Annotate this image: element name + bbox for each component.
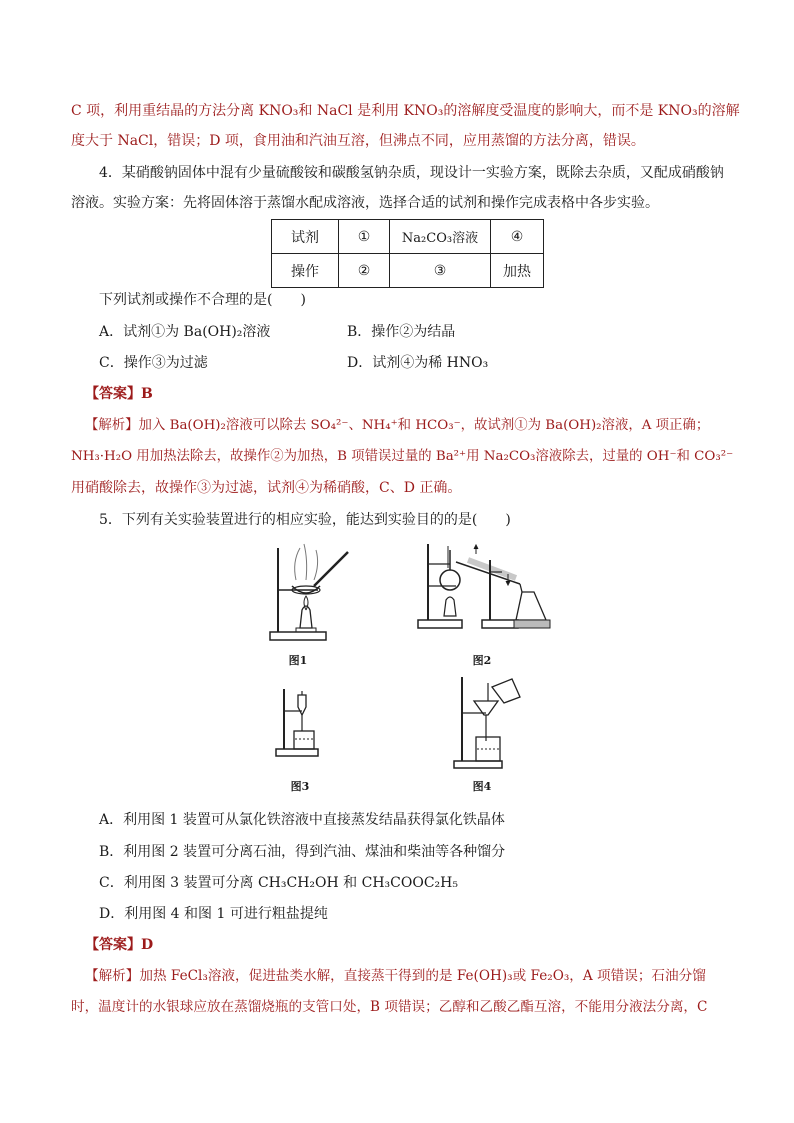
- q4-prompt: 下列试剂或操作不合理的是( ): [99, 292, 306, 308]
- q4-option-c: C．操作③为过滤: [99, 355, 208, 371]
- figure-2-caption: 图2: [472, 654, 492, 667]
- table-cell: ④: [491, 220, 544, 254]
- prev-explanation-line-1: C 项，利用重结晶的方法分离 KNO₃和 NaCl 是利用 KNO₃的溶解度受温度的影响大，而不是 KNO₃的溶解: [71, 103, 740, 119]
- figure-1-evaporation-apparatus: [262, 540, 362, 648]
- q4-stem-line-2: 溶液。实验方案：先将固体溶于蒸馏水配成溶液，选择合适的试剂和操作完成表格中各步实验。: [71, 195, 659, 211]
- q4-scheme-table: [271, 219, 544, 288]
- q5-analysis-line-2: 时，温度计的水银球应放在蒸馏烧瓶的支管口处，B 项错误；乙醇和乙酸乙酯互溶，不能用分液法分离，C: [71, 999, 708, 1015]
- table-cell: 试剂: [272, 220, 339, 254]
- q4-analysis-line-1: 【解析】加入 Ba(OH)₂溶液可以除去 SO₄²⁻、NH₄⁺和 HCO₃⁻，故试剂①为 Ba(OH)₂溶液，A 项正确；: [85, 418, 710, 433]
- figure-4-caption: 图4: [472, 780, 492, 793]
- prev-explanation-line-2: 度大于 NaCl，错误；D 项，食用油和汽油互溶，但沸点不同，应用蒸馏的方法分离，错误。: [71, 133, 645, 149]
- q4-option-b: B．操作②为结晶: [347, 324, 456, 340]
- q4-answer: 【答案】B: [85, 386, 153, 402]
- table-cell: 加热: [491, 254, 544, 288]
- q5-option-c: C．利用图 3 装置可分离 CH₃CH₂OH 和 CH₃COOC₂H₅: [99, 875, 458, 891]
- q4-option-a: A．试剂①为 Ba(OH)₂溶液: [99, 324, 271, 340]
- figure-1-caption: 图1: [288, 654, 308, 667]
- figure-3-caption: 图3: [290, 780, 310, 793]
- figure-3-separatory-funnel: [272, 685, 332, 759]
- figure-4-filtration-apparatus: [452, 675, 528, 771]
- q5-stem: 5．下列有关实验装置进行的相应实验，能达到实验目的的是( ): [99, 512, 511, 528]
- q5-option-a: A．利用图 1 装置可从氯化铁溶液中直接蒸发结晶获得氯化铁晶体: [99, 812, 505, 828]
- table-cell: Na₂CO₃溶液: [390, 220, 491, 254]
- table-cell: 操作: [272, 254, 339, 288]
- q4-option-d: D．试剂④为稀 HNO₃: [347, 355, 489, 371]
- table-cell: ③: [390, 254, 491, 288]
- table-row-reagent: [272, 220, 544, 254]
- table-cell: ①: [339, 220, 390, 254]
- q4-analysis-line-2: NH₃·H₂O 用加热法除去，故操作②为加热，B 项错误过量的 Ba²⁺用 Na₂CO₃溶液除去，过量的 OH⁻和 CO₃²⁻: [71, 449, 734, 464]
- q5-option-d: D．利用图 4 和图 1 可进行粗盐提纯: [99, 906, 328, 922]
- figure-2-distillation-apparatus: [416, 540, 556, 632]
- q5-option-b: B．利用图 2 装置可分离石油，得到汽油、煤油和柴油等各种馏分: [99, 844, 506, 860]
- q4-analysis-line-3: 用硝酸除去，故操作③为过滤，试剂④为稀硝酸，C、D 正确。: [71, 480, 462, 496]
- q5-answer: 【答案】D: [85, 937, 154, 953]
- table-row-operation: [272, 254, 544, 288]
- q5-analysis-line-1: 【解析】加热 FeCl₃溶液，促进盐类水解，直接蒸干得到的是 Fe(OH)₃或 Fe₂O₃，A 项错误；石油分馏: [85, 968, 706, 984]
- q4-stem-line-1: 4．某硝酸钠固体中混有少量硫酸铵和碳酸氢钠杂质，现设计一实验方案，既除去杂质，又配成硝酸钠: [99, 165, 724, 181]
- table-cell: ②: [339, 254, 390, 288]
